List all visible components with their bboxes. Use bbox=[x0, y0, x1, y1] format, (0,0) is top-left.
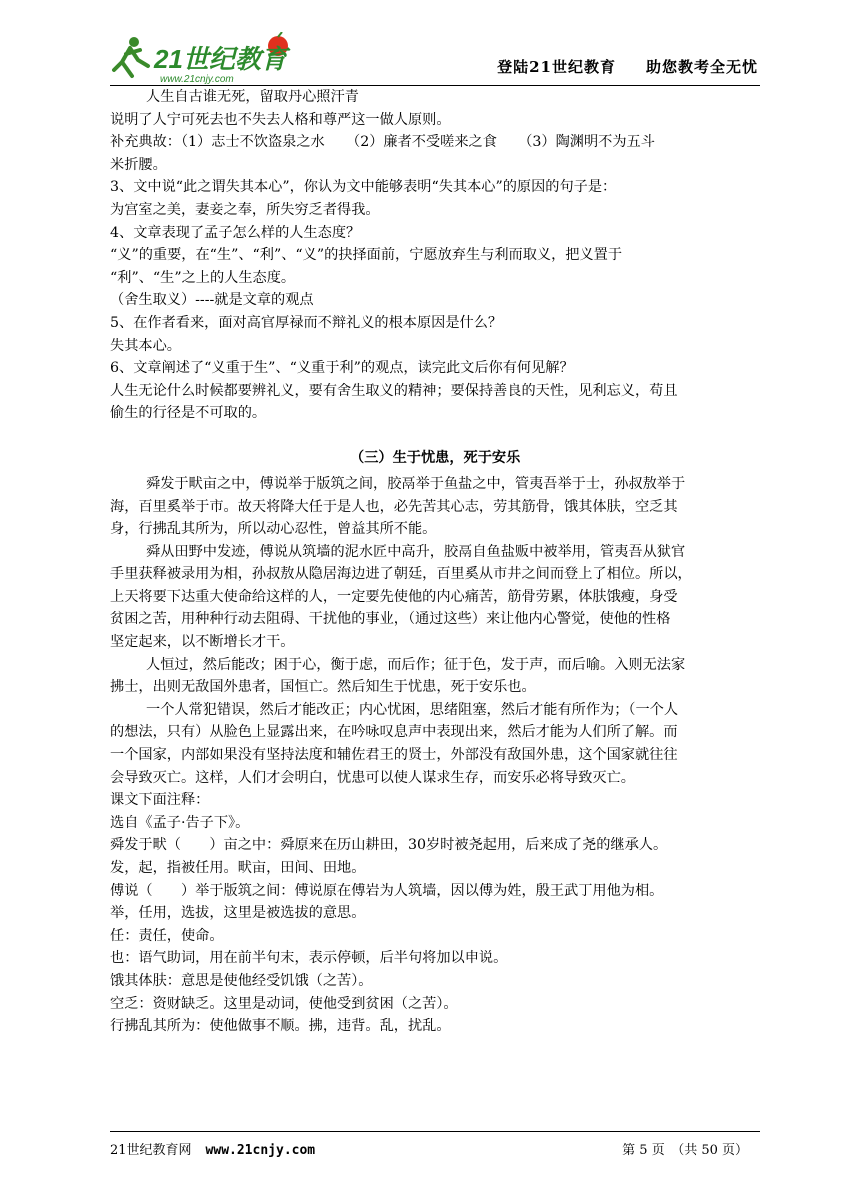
translation-line: 贫困之苦，用种种行动去阻碍、干扰他的事业，（通过这些）来让他内心警觉，使他的性格 bbox=[110, 611, 671, 628]
note-line: 发，起，指被任用。畎亩，田间、田地。 bbox=[110, 860, 366, 876]
note-line: 课文下面注释： bbox=[110, 792, 210, 809]
text-line: 5、在作者看来，面对高官厚禄而不辩礼义的根本原因是什么？ bbox=[110, 314, 503, 331]
note-line: 空乏：资财缺乏。这里是动词，使他受到贫困（之苦）。 bbox=[110, 995, 458, 1012]
note-line: 饿其体肤：意思是使他经受饥饿（之苦）。 bbox=[110, 972, 373, 989]
footer-site bbox=[110, 1139, 315, 1158]
text-line: 人生自古谁无死，留取丹心照汗青 bbox=[146, 89, 359, 105]
note-line: 也：语气助词，用在前半句末，表示停顿，后半句将加以申说。 bbox=[110, 950, 508, 967]
logo-url: www.21cnjy.com bbox=[160, 74, 234, 85]
translation-line: 的想法，只有）从脸色上显露出来，在吟咏叹息声中表现出来，然后才能为人们所了解。而 bbox=[110, 724, 678, 741]
footer-divider bbox=[110, 1131, 760, 1132]
section-heading: （三）生于忧患，死于安乐 bbox=[350, 449, 521, 466]
passage-line: 舜发于畎亩之中，傅说举于版筑之间，胶鬲举于鱼盐之中，管夷吾举于士，孙叔敖举于 bbox=[146, 475, 686, 492]
note-line: 舜发于畎（ ）亩之中：舜原来在历山耕田，30岁时被尧起用，后来成了尧的继承人。 bbox=[110, 837, 668, 854]
header-slogan bbox=[497, 56, 758, 77]
text-line: 6、文章阐述了“义重于生”、“义重于利”的观点，读完此文后你有何见解？ bbox=[110, 360, 574, 377]
text-line: 说明了人宁可死去也不失去人格和尊严这一做人原则。 bbox=[110, 111, 451, 128]
document-body bbox=[110, 86, 760, 1038]
passage-line: 海，百里奚举于市。故天将降大任于是人也，必先苦其心志，劳其筋骨，饿其体肤，空乏其 bbox=[110, 498, 678, 515]
page-footer bbox=[110, 1139, 760, 1161]
text-line: 人生无论什么时候都要辨礼义，要有舍生取义的精神；要保持善良的天性，见利忘义，苟且 bbox=[110, 382, 678, 399]
note-line: 傅说（ ）举于版筑之间：傅说原在傅岩为人筑墙，因以傅为姓，殷王武丁用他为相。 bbox=[110, 882, 664, 899]
text-line: 偷生的行径是不可取的。 bbox=[110, 405, 267, 422]
note-line: 举，任用，选拔，这里是被选拔的意思。 bbox=[110, 905, 366, 922]
footer-site-name: 21世纪教育网 bbox=[110, 1143, 192, 1158]
note-line: 选自《孟子·告子下》。 bbox=[110, 814, 250, 831]
text-line: “利”、“生”之上的人生态度。 bbox=[110, 269, 296, 286]
text-line: “义”的重要，在“生”、“利”、“义”的抉择面前，宁愿放弃生与利而取义，把义置于 bbox=[110, 247, 623, 264]
page-number: 第 5 页 （共 50 页） bbox=[622, 1143, 748, 1158]
passage-line: 人恒过，然后能改；困于心，衡于虑，而后作；征于色，发于声，而后喻。入则无法家 bbox=[146, 656, 686, 673]
text-line: 米折腰。 bbox=[110, 156, 167, 173]
passage-line: 身，行拂乱其所为，所以动心忍性，曾益其所不能。 bbox=[110, 521, 437, 538]
translation-line: 一个国家，内部如果没有坚持法度和辅佐君王的贤士，外部没有敌国外患，这个国家就往往 bbox=[110, 747, 678, 764]
page-header bbox=[110, 20, 760, 90]
text-line: 3、文中说“此之谓失其本心”，你认为文中能够表明“失其本心”的原因的句子是： bbox=[110, 179, 617, 196]
translation-line: 手里获释被录用为相，孙叔敖从隐居海边进了朝廷，百里奚从市井之间而登上了相位。所以， bbox=[110, 566, 692, 583]
running-figure-icon bbox=[114, 37, 148, 76]
text-line: 补充典故：（1）志士不饮盗泉之水 （2）廉者不受嗟来之食 （3）陶渊明不为五斗 bbox=[110, 134, 655, 151]
translation-line: 上天将要下达重大使命给这样的人，一定要先使他的内心痛苦，筋骨劳累，体肤饿瘦，身受 bbox=[110, 588, 678, 605]
logo-text: 21世纪教育 bbox=[154, 44, 287, 74]
translation-line: 舜从田野中发迹，傅说从筑墙的泥水匠中高升，胶鬲自鱼盐贩中被举用，管夷吾从狱官 bbox=[146, 543, 686, 560]
translation-line: 会导致灭亡。这样，人们才会明白，忧患可以使人谋求生存，而安乐必将导致灭亡。 bbox=[110, 769, 635, 786]
logo bbox=[110, 32, 310, 88]
slogan-left: 登陆21世纪教育 bbox=[497, 58, 616, 76]
slogan-right: 助您教考全无忧 bbox=[645, 58, 758, 76]
translation-line: 坚定起来，以不断增长才干。 bbox=[110, 634, 295, 651]
note-line: 行拂乱其所为：使他做事不顺。拂，违背。乱，扰乱。 bbox=[110, 1018, 451, 1035]
text-line: 为宫室之美，妻妾之奉，所失穷乏者得我。 bbox=[110, 201, 380, 218]
text-line: （舍生取义）----就是文章的观点 bbox=[110, 292, 314, 309]
footer-url-link[interactable]: www.21cnjy.com bbox=[205, 1143, 316, 1158]
text-line: 失其本心。 bbox=[110, 337, 181, 354]
note-line: 任：责任，使命。 bbox=[110, 927, 224, 944]
translation-line: 一个人常犯错误，然后才能改正；内心忧困，思绪阻塞，然后才能有所作为；（一个人 bbox=[146, 701, 679, 718]
text-line: 4、文章表现了孟子怎么样的人生态度？ bbox=[110, 224, 361, 241]
passage-line: 拂士，出则无敌国外患者，国恒亡。然后知生于忧患，死于安乐也。 bbox=[110, 679, 536, 696]
spacer bbox=[110, 425, 760, 447]
